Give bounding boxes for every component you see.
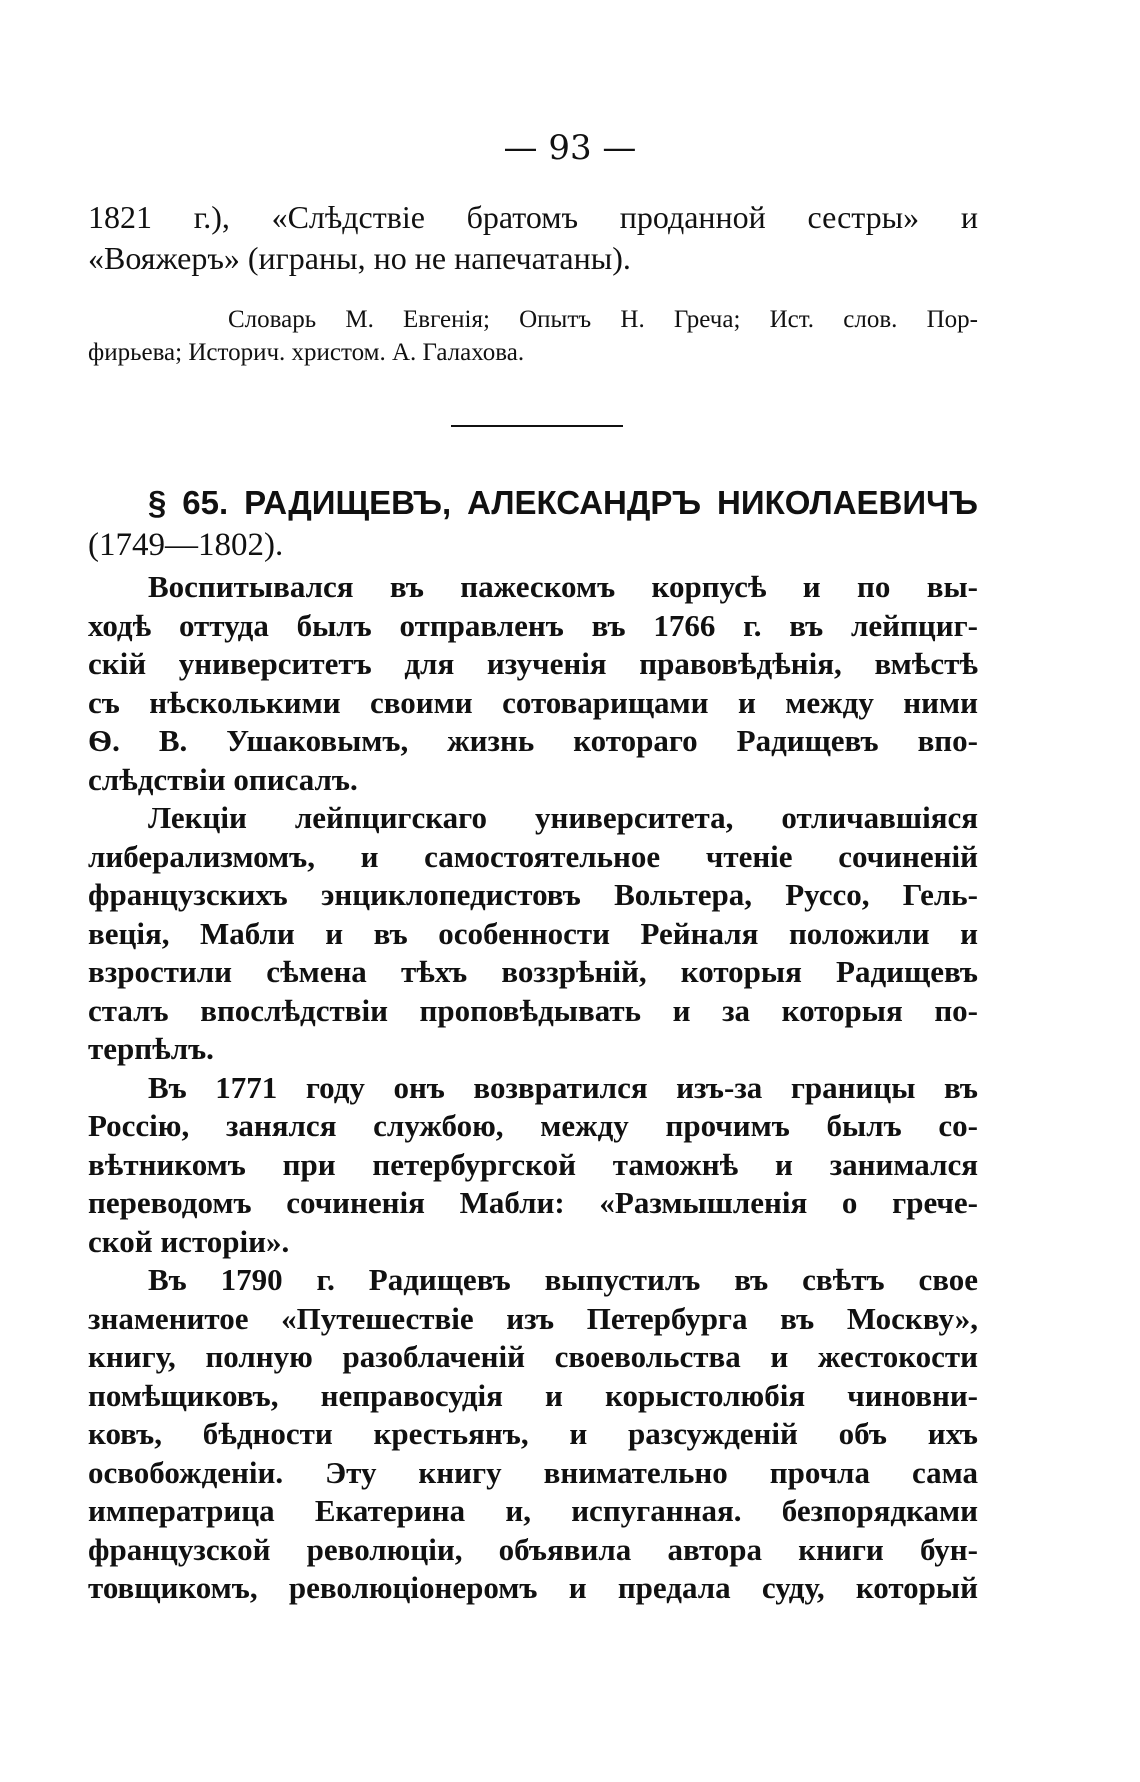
- text-line: знаменитое «Путешествіе изъ Петербурга въ Москву»,: [88, 1300, 978, 1336]
- page-number: — 93 —: [503, 128, 637, 168]
- text-line: «Вояжеръ» (играны, но не напечатаны).: [88, 240, 631, 276]
- text-line: 1821 г.), «Слѣдствіе братомъ проданной сестры» и: [88, 199, 978, 235]
- text-line: товщикомъ, революціонеромъ и предала суду, который: [88, 1570, 978, 1605]
- text-line: книгу, полную разоблаченій своевольства и жестокости: [88, 1339, 978, 1374]
- text-line: Ѳ. В. Ушаковымъ, жизнь котораго Радищевъ впо-: [88, 723, 978, 758]
- text-line: либерализмомъ, и самостоятельное чтеніе сочиненій: [88, 838, 978, 874]
- text-line: ской исторіи».: [88, 1223, 290, 1259]
- text-line: Въ 1790 г. Радищевъ выпустилъ въ свѣтъ свое: [148, 1262, 978, 1297]
- text-line: Лекціи лейпцигскаго университета, отличавшіяся: [148, 800, 978, 835]
- text-line: переводомъ сочиненія Мабли: «Размышленія о грече-: [88, 1185, 978, 1220]
- text-line: ковъ, бѣдности крестьянъ, и разсужденій объ ихъ: [88, 1416, 978, 1451]
- sources-note: [88, 303, 978, 369]
- text-line: императрица Екатерина и, испуганная. безпорядками: [88, 1493, 978, 1528]
- text-line: помѣщиковъ, неправосудія и корыстолюбія чиновни-: [88, 1377, 978, 1413]
- text-line: слѣдствіи описалъ.: [88, 761, 358, 797]
- text-line: веція, Мабли и въ особенности Рейналя положили и: [88, 915, 978, 951]
- text-line: ходѣ оттуда былъ отправленъ въ 1766 г. въ лейпциг-: [88, 607, 978, 643]
- text-line: Въ 1771 году онъ возвратился изъ-за границы въ: [148, 1069, 978, 1105]
- text-line: освобожденіи. Эту книгу внимательно прочла сама: [88, 1454, 978, 1490]
- text-line: французской революціи, объявила автора книги бун-: [88, 1531, 978, 1567]
- sources-line: Словарь М. Евгенія; Опытъ Н. Греча; Ист. слов. Пор-: [228, 306, 978, 333]
- text-line: французскихъ энциклопедистовъ Вольтера, Руссо, Гель-: [88, 877, 978, 912]
- text-line: съ нѣсколькими своими сотоварищами и между ними: [88, 684, 978, 720]
- sources-line: фирьева; Историч. христом. А. Галахова.: [88, 339, 525, 366]
- text-line: сталъ впослѣдствіи проповѣдывать и за которыя по-: [88, 992, 978, 1028]
- section-dates: (1749—1802).: [88, 527, 284, 563]
- text-line: Воспитывался въ пажескомъ корпусѣ и по вы-: [148, 569, 978, 604]
- intro-text: [88, 197, 978, 279]
- section-divider: [451, 425, 623, 427]
- body-text: [88, 568, 978, 1608]
- text-line: скій университетъ для изученія правовѣдѣнія, вмѣстѣ: [88, 646, 978, 681]
- text-line: терпѣлъ.: [88, 1031, 214, 1066]
- text-line: Россію, занялся службою, между прочимъ былъ со-: [88, 1108, 978, 1143]
- text-line: вѣтникомъ при петербургской таможнѣ и занимался: [88, 1146, 978, 1182]
- section-title: § 65. РАДИЩЕВЪ, АЛЕКСАНДРЪ НИКОЛАЕВИЧЪ: [148, 484, 978, 521]
- text-line: взростили сѣмена тѣхъ воззрѣній, которыя Радищевъ: [88, 954, 978, 989]
- section-heading: [88, 482, 978, 566]
